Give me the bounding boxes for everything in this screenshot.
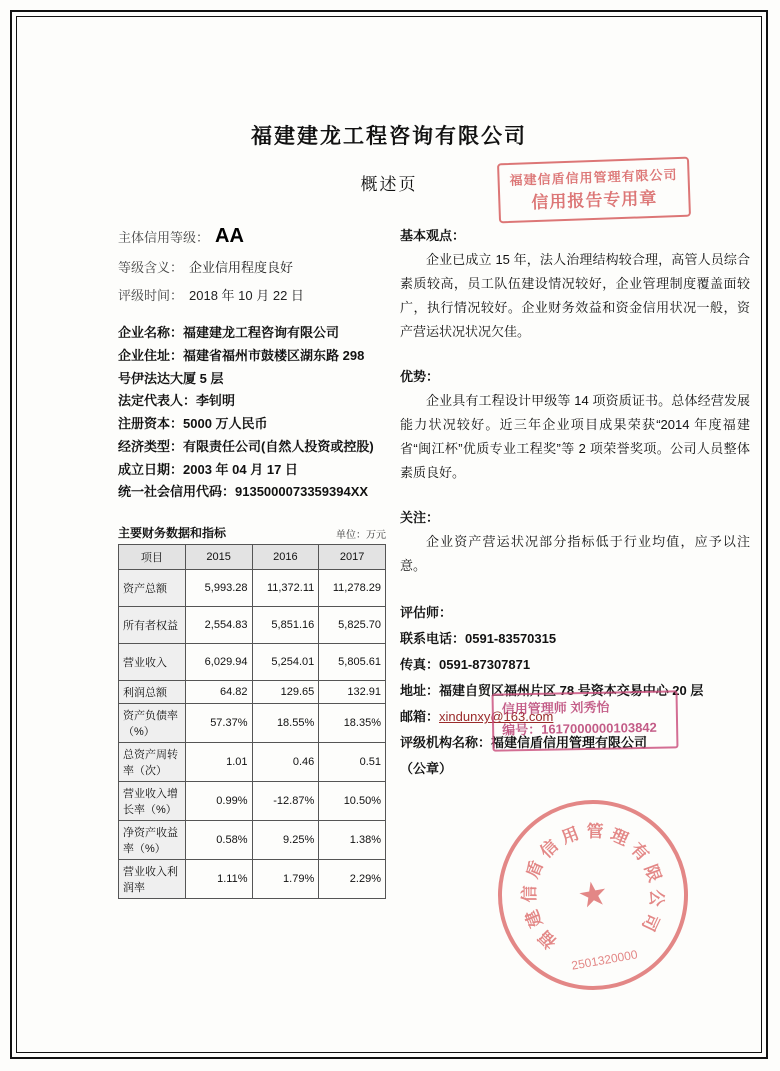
left-column bbox=[28, 225, 386, 899]
credit-code-value: 9135000073359394XX bbox=[235, 484, 369, 500]
grade-meaning-row bbox=[118, 257, 378, 276]
attention-title: 关注： bbox=[400, 510, 440, 526]
col-header-2015: 2015 bbox=[185, 545, 252, 570]
table-row bbox=[119, 860, 386, 899]
table-cell: 2.29% bbox=[319, 860, 386, 899]
table-row-label: 营业收入利润率 bbox=[119, 860, 186, 899]
company-name-row bbox=[118, 322, 378, 345]
company-address-row bbox=[118, 345, 378, 391]
col-header-2016: 2016 bbox=[252, 545, 319, 570]
table-row bbox=[119, 607, 386, 644]
phone-value: 0591-83570315 bbox=[465, 631, 557, 647]
email-label: 邮箱： bbox=[400, 709, 440, 725]
agency-label: 评级机构名称： bbox=[400, 735, 492, 751]
legal-rep-label: 法定代表人： bbox=[118, 393, 197, 409]
table-row bbox=[119, 704, 386, 743]
registered-capital-label: 注册资本： bbox=[118, 416, 184, 431]
financial-table-section bbox=[118, 524, 386, 899]
table-cell: 10.50% bbox=[319, 782, 386, 821]
office-address-value: 福建自贸区福州片区 78 号资本交易中心 20 层 bbox=[439, 683, 704, 699]
table-cell: -12.87% bbox=[252, 782, 319, 821]
page-title: 福建建龙工程咨询有限公司 bbox=[251, 125, 527, 148]
table-row bbox=[119, 821, 386, 860]
fax-row bbox=[400, 652, 750, 678]
table-cell: 1.11% bbox=[185, 860, 252, 899]
financial-table-unit: 单位：万元 bbox=[336, 530, 386, 541]
table-cell: 64.82 bbox=[185, 681, 252, 704]
table-row-label: 资产负债率（%） bbox=[119, 704, 186, 743]
round-seal-char: 信 bbox=[536, 836, 562, 862]
round-seal-char: 信 bbox=[519, 885, 540, 903]
economic-type-value: 有限责任公司(自然人投资或控股) bbox=[183, 438, 374, 454]
table-cell: 18.35% bbox=[319, 704, 386, 743]
table-cell: 129.65 bbox=[252, 681, 319, 704]
table-row-label: 资产总额 bbox=[119, 570, 186, 607]
credit-grade-value: AA bbox=[215, 225, 244, 247]
credit-manager-line1: 信用管理师 刘秀怡 bbox=[501, 699, 610, 717]
contact-block bbox=[400, 600, 750, 782]
round-seal-char: 公 bbox=[646, 889, 667, 907]
fax-value: 0591-87307871 bbox=[439, 657, 531, 673]
table-cell: 11,278.29 bbox=[319, 570, 386, 607]
round-seal-char: 管 bbox=[586, 821, 604, 842]
table-cell: 6,029.94 bbox=[185, 644, 252, 681]
table-cell: 11,372.11 bbox=[252, 570, 319, 607]
financial-table-header bbox=[118, 524, 386, 541]
round-seal-char: 限 bbox=[640, 861, 665, 885]
table-cell: 0.46 bbox=[252, 743, 319, 782]
table-row-label: 营业收入 bbox=[119, 644, 186, 681]
table-row bbox=[119, 644, 386, 681]
email-value[interactable]: xindunxy@163.com bbox=[439, 709, 554, 725]
rating-date-row bbox=[118, 285, 378, 304]
founded-date-label: 成立日期： bbox=[118, 461, 184, 477]
round-seal-char: 用 bbox=[558, 823, 582, 848]
right-column bbox=[378, 225, 750, 899]
table-cell: 1.38% bbox=[319, 821, 386, 860]
financial-table-body bbox=[119, 570, 386, 899]
table-row bbox=[119, 782, 386, 821]
financial-table bbox=[118, 544, 386, 899]
founded-date-value: 2003 年 04 月 17 日 bbox=[183, 461, 298, 477]
grade-meaning-value: 企业信用程度良好 bbox=[189, 260, 294, 275]
fax-label: 传真： bbox=[400, 657, 440, 673]
table-cell: 1.79% bbox=[252, 860, 319, 899]
round-seal-char: 福 bbox=[535, 926, 561, 953]
phone-row bbox=[400, 626, 750, 652]
company-name-value: 福建建龙工程咨询有限公司 bbox=[183, 325, 340, 340]
table-cell: 5,993.28 bbox=[185, 570, 252, 607]
report-seal-line2: 信用报告专用章 bbox=[531, 188, 658, 212]
round-seal-code: 2501320000 bbox=[570, 947, 639, 973]
table-cell: 57.37% bbox=[185, 704, 252, 743]
credit-manager-line2: 编号：1617000000103842 bbox=[502, 719, 657, 738]
table-cell: 18.55% bbox=[252, 704, 319, 743]
credit-grade-label: 主体信用等级： bbox=[118, 230, 210, 245]
agency-row bbox=[400, 730, 750, 756]
table-row bbox=[119, 681, 386, 704]
seal-note: （公章） bbox=[400, 761, 453, 777]
table-cell: 2,554.83 bbox=[185, 607, 252, 644]
round-seal-char: 盾 bbox=[522, 857, 547, 882]
table-row bbox=[119, 743, 386, 782]
col-header-2017: 2017 bbox=[319, 545, 386, 570]
round-seal-char: 建 bbox=[522, 907, 547, 931]
appraiser-label: 评估师： bbox=[400, 605, 453, 621]
legal-rep-row bbox=[118, 390, 378, 413]
economic-type-label: 经济类型： bbox=[118, 438, 184, 454]
financial-table-caption: 主要财务数据和指标 bbox=[118, 526, 227, 540]
legal-rep-value: 李钊明 bbox=[196, 393, 236, 409]
economic-type-row bbox=[118, 436, 378, 459]
company-address-label: 企业住址： bbox=[118, 347, 184, 363]
credit-grade-row bbox=[118, 225, 378, 248]
table-cell: 0.58% bbox=[185, 821, 252, 860]
report-seal-line1: 福建信盾信用管理有限公司 bbox=[509, 167, 678, 188]
agency-value: 福建信盾信用管理有限公司 bbox=[491, 735, 648, 751]
table-cell: 0.51 bbox=[319, 743, 386, 782]
table-row-label: 营业收入增长率（%） bbox=[119, 782, 186, 821]
company-address-value: 福建省福州市鼓楼区湖东路 298 号伊法达大厦 5 层 bbox=[118, 347, 365, 386]
star-icon: ★ bbox=[574, 873, 612, 917]
phone-label: 联系电话： bbox=[400, 631, 466, 647]
page-subtitle: 概述页 bbox=[360, 175, 418, 194]
table-cell: 1.01 bbox=[185, 743, 252, 782]
table-header-row bbox=[119, 545, 386, 570]
company-name-label: 企业名称： bbox=[118, 325, 184, 340]
grade-meaning-label: 等级含义： bbox=[118, 260, 184, 275]
two-column-layout bbox=[28, 225, 750, 899]
registered-capital-value: 5000 万人民币 bbox=[183, 416, 268, 431]
table-cell: 5,254.01 bbox=[252, 644, 319, 681]
table-cell: 5,825.70 bbox=[319, 607, 386, 644]
table-row bbox=[119, 570, 386, 607]
advantage-body: 企业具有工程设计甲级等 14 项资质证书。总体经营发展能力状况较好。近三年企业项目成果荣获“2014 年度福建省“闽江杯”优质专业工程奖”等 2 项荣誉奖项。公司人员整体素质良好。 bbox=[400, 393, 750, 481]
office-address-label: 地址： bbox=[400, 683, 440, 699]
table-row-label: 所有者权益 bbox=[119, 607, 186, 644]
office-address-row bbox=[400, 678, 750, 704]
table-row-label: 净资产收益率（%） bbox=[119, 821, 186, 860]
appraiser-row bbox=[400, 600, 750, 626]
table-cell: 5,805.61 bbox=[319, 644, 386, 681]
email-row bbox=[400, 704, 750, 730]
table-cell: 0.99% bbox=[185, 782, 252, 821]
table-cell: 9.25% bbox=[252, 821, 319, 860]
registered-capital-row bbox=[118, 413, 378, 436]
rating-date-label: 评级时间： bbox=[118, 288, 184, 303]
rating-date-value: 2018 年 10 月 22 日 bbox=[189, 288, 304, 303]
round-seal-char: 司 bbox=[638, 910, 663, 935]
credit-code-label: 统一社会信用代码： bbox=[118, 484, 236, 500]
col-header-item: 项目 bbox=[119, 545, 186, 570]
basic-opinion-body: 企业已成立 15 年，法人治理结构较合理，高管人员综合素质较高，员工队伍建设情况较好，企业管理制度覆盖面较广，执行情况较好。企业财务效益和资金信用状况一般，资产营运状况状况欠佳。 bbox=[400, 252, 750, 340]
page-content bbox=[28, 28, 750, 1043]
table-cell: 132.91 bbox=[319, 681, 386, 704]
attention-body: 企业资产营运状况部分指标低于行业均值，应予以注意。 bbox=[400, 534, 750, 574]
round-seal-char: 理 bbox=[607, 825, 632, 850]
table-cell: 5,851.16 bbox=[252, 607, 319, 644]
credit-code-row bbox=[118, 481, 378, 504]
advantage-title: 优势： bbox=[400, 369, 440, 385]
basic-opinion-title: 基本观点： bbox=[400, 228, 466, 243]
table-row-label: 利润总额 bbox=[119, 681, 186, 704]
founded-date-row bbox=[118, 459, 378, 482]
round-seal-char: 有 bbox=[626, 839, 653, 865]
company-info-block bbox=[118, 322, 378, 504]
table-row-label: 总资产周转率（次） bbox=[119, 743, 186, 782]
